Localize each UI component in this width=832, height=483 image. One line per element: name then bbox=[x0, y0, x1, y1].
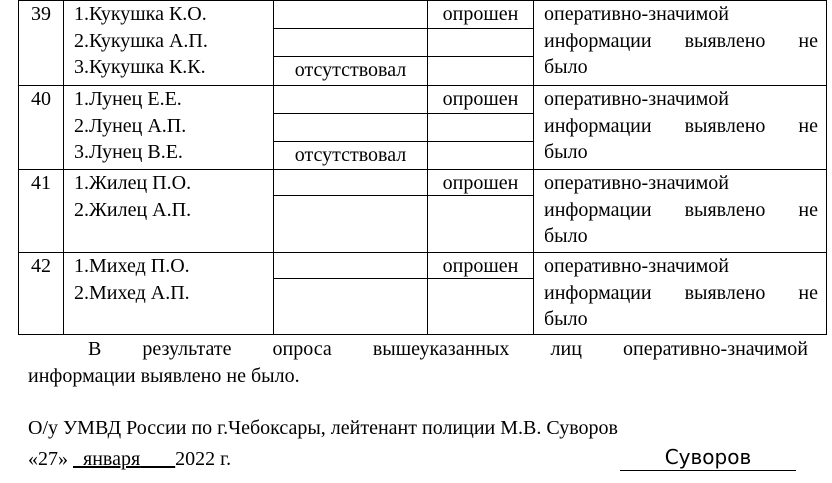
status-value: опрошен bbox=[428, 253, 533, 279]
absence-value bbox=[274, 29, 427, 57]
result-line: было bbox=[544, 225, 588, 248]
result-cell bbox=[534, 170, 827, 253]
absence-value bbox=[274, 170, 427, 196]
result-line: было bbox=[544, 141, 588, 164]
absence-cell bbox=[274, 1, 428, 86]
absence-value bbox=[274, 114, 427, 142]
result-cell bbox=[534, 1, 827, 86]
absence-value: отсутствовал bbox=[294, 59, 407, 81]
status-cell bbox=[428, 1, 534, 86]
status-cell bbox=[428, 170, 534, 253]
absence-value bbox=[274, 86, 427, 114]
status-value: опрошен bbox=[428, 170, 533, 196]
result-line: информации выявлено не bbox=[544, 114, 818, 137]
absence-value bbox=[274, 279, 427, 334]
names-cell bbox=[64, 253, 274, 335]
absence-value bbox=[274, 1, 427, 29]
person-name: 2.Кукушка А.П. bbox=[74, 29, 208, 52]
absence-cell bbox=[274, 170, 428, 253]
table-row bbox=[19, 170, 827, 253]
person-name: 1.Жилец П.О. bbox=[74, 172, 192, 194]
result-line: было bbox=[544, 56, 588, 79]
status-cell bbox=[428, 253, 534, 335]
person-name: 1.Михед П.О. bbox=[74, 255, 190, 277]
date-day: «27» bbox=[28, 448, 68, 470]
names-cell bbox=[64, 170, 274, 253]
person-name: 3.Кукушка К.К. bbox=[74, 56, 206, 79]
date-year: 2022 г. bbox=[175, 448, 232, 470]
status-value bbox=[428, 279, 533, 334]
status-value bbox=[428, 196, 533, 252]
result-cell bbox=[534, 253, 827, 335]
absence-cell bbox=[274, 86, 428, 170]
table-row bbox=[19, 253, 827, 335]
survey-table bbox=[18, 0, 827, 335]
status-value bbox=[428, 142, 533, 169]
person-name: 2.Лунец А.П. bbox=[74, 114, 187, 137]
result-line: информации выявлено не bbox=[544, 29, 818, 52]
conclusion-paragraph-line1: В результате опроса вышеуказанных лиц оперативно-значимой bbox=[88, 338, 808, 360]
table-row bbox=[19, 1, 827, 86]
row-number: 41 bbox=[19, 170, 64, 253]
status-value bbox=[428, 29, 533, 57]
result-line: оперативно-значимой bbox=[544, 255, 729, 277]
result-cell bbox=[534, 86, 827, 170]
result-line: оперативно-значимой bbox=[544, 88, 729, 110]
status-cell bbox=[428, 86, 534, 170]
absence-value bbox=[274, 196, 427, 252]
table-row bbox=[19, 86, 827, 170]
result-line: информации выявлено не bbox=[544, 198, 818, 221]
person-name: 3.Лунец В.Е. bbox=[74, 141, 183, 164]
row-number: 42 bbox=[19, 253, 64, 335]
result-line: оперативно-значимой bbox=[544, 3, 729, 25]
absence-value: отсутствовал bbox=[294, 144, 407, 166]
person-name: 2.Жилец А.П. bbox=[74, 198, 192, 221]
names-cell bbox=[64, 1, 274, 86]
result-line: информации выявлено не bbox=[544, 281, 818, 304]
person-name: 1.Лунец Е.Е. bbox=[74, 88, 182, 110]
row-number: 40 bbox=[19, 86, 64, 170]
status-value bbox=[428, 57, 533, 85]
officer-line: О/у УМВД России по г.Чебоксары, лейтенант полиции М.В. Суворов bbox=[28, 417, 618, 439]
result-line: было bbox=[544, 308, 588, 331]
row-number: 39 bbox=[19, 1, 64, 86]
person-name: 1.Кукушка К.О. bbox=[74, 3, 207, 25]
status-value: опрошен bbox=[428, 1, 533, 29]
result-line: оперативно-значимой bbox=[544, 172, 729, 194]
conclusion-paragraph-line2: информации выявлено не было. bbox=[28, 365, 300, 387]
status-value bbox=[428, 114, 533, 142]
absence-value bbox=[274, 253, 427, 279]
signature: Суворов bbox=[620, 444, 796, 471]
names-cell bbox=[64, 86, 274, 170]
status-value: опрошен bbox=[428, 86, 533, 114]
date-month: января bbox=[83, 448, 141, 470]
absence-cell bbox=[274, 253, 428, 335]
person-name: 2.Михед А.П. bbox=[74, 281, 190, 304]
